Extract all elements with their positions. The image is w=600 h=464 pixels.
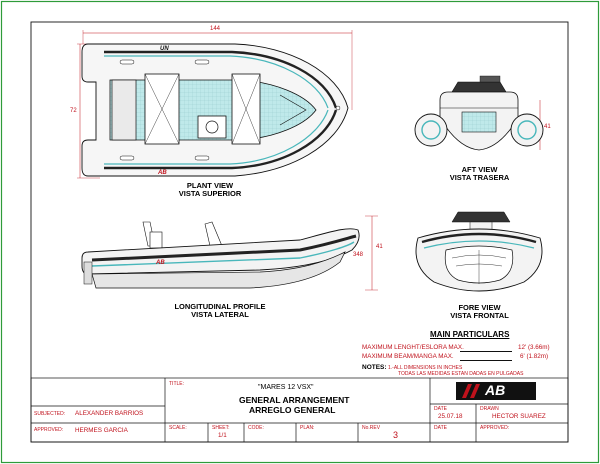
sheet-value: 1/1 [218, 432, 227, 439]
date-value: 25.07.18 [438, 413, 463, 420]
subjected-label: SUBJECTED: [34, 411, 66, 417]
fore-view [416, 212, 542, 291]
profile-decal-ab: AB [156, 260, 165, 266]
dim-length-144: 144 [210, 26, 221, 32]
aft-view-label [432, 166, 527, 182]
plan-label: PLAN: [300, 425, 315, 431]
title-line-1: GENERAL ARRANGEMENT [239, 395, 350, 405]
particular-label-length: MAXIMUM LENGHT/ESLORA MAX. [362, 344, 464, 351]
particular-value-length: 12' (3.66m) [518, 344, 550, 351]
plan-view-label [155, 182, 265, 198]
date-label: DATE [434, 406, 447, 412]
plan-decal-ab: AB [158, 170, 167, 176]
plan-console [198, 116, 226, 138]
aft-tube-right [511, 114, 543, 146]
subjected-value: ALEXANDER BARRIOS [75, 410, 144, 417]
notes-label: NOTES: [362, 364, 387, 371]
dim-width-72: 72 [70, 108, 77, 114]
logo-text: AB [485, 382, 506, 398]
title-model: "MARES 12 VSX" [258, 384, 314, 391]
approved-label: APPROVED: [34, 427, 64, 433]
profile-view-subtitle: VISTA LATERAL [191, 309, 249, 319]
main-particulars-heading: MAIN PARTICULARS [430, 330, 510, 339]
drawn-value: HECTOR SUAREZ [492, 413, 546, 420]
profile-view-title: LONGITUDINAL PROFILE [174, 302, 266, 311]
aft-view-title: AFT VIEW [461, 165, 498, 174]
notes-line-2: TODAS LAS MEDIDAS ESTAN DADAS EN PULGADAS [398, 371, 524, 377]
sheet-label: SHEET: [212, 425, 230, 431]
title-label: TITLE: [169, 381, 185, 387]
title-line-2: ARREGLO GENERAL [249, 405, 336, 415]
plan-view-title: PLANT VIEW [186, 181, 234, 190]
scale-label: SCALE: [169, 425, 187, 431]
fore-view-label [432, 304, 527, 320]
dim-profile-348: 348 [353, 252, 364, 258]
particular-rule-2 [460, 360, 512, 361]
plan-view-subtitle: VISTA SUPERIOR [178, 188, 242, 198]
approved2-label: APPROVED: [480, 425, 510, 431]
dim-aft-41: 41 [544, 124, 551, 130]
aft-tube-left [415, 114, 447, 146]
drawn-label: DRAWN [480, 406, 499, 412]
notes-line-1: 1.-ALL DIMENSIONS IN INCHES [388, 365, 463, 371]
plan-view [77, 30, 352, 178]
profile-view-label [150, 303, 290, 319]
fore-view-title: FORE VIEW [458, 303, 501, 312]
rev-label: No.REV [362, 425, 381, 431]
approved-value: HERMES GARCIA [75, 427, 128, 434]
date2-label: DATE [434, 425, 447, 431]
aft-view [415, 76, 543, 150]
fore-view-subtitle: VISTA FRONTAL [450, 310, 509, 320]
rev-value: 3 [393, 430, 399, 440]
aft-view-subtitle: VISTA TRASERA [449, 172, 510, 182]
particular-rule-1 [460, 351, 512, 352]
particular-label-beam: MAXIMUM BEAM/MANGA MAX. [362, 353, 454, 360]
particular-value-beam: 6' (1.82m) [520, 353, 549, 360]
profile-view [82, 216, 378, 290]
code-label: CODE: [248, 425, 264, 431]
plan-decal-un: UN [160, 46, 169, 52]
dim-profile-41: 41 [376, 244, 383, 250]
